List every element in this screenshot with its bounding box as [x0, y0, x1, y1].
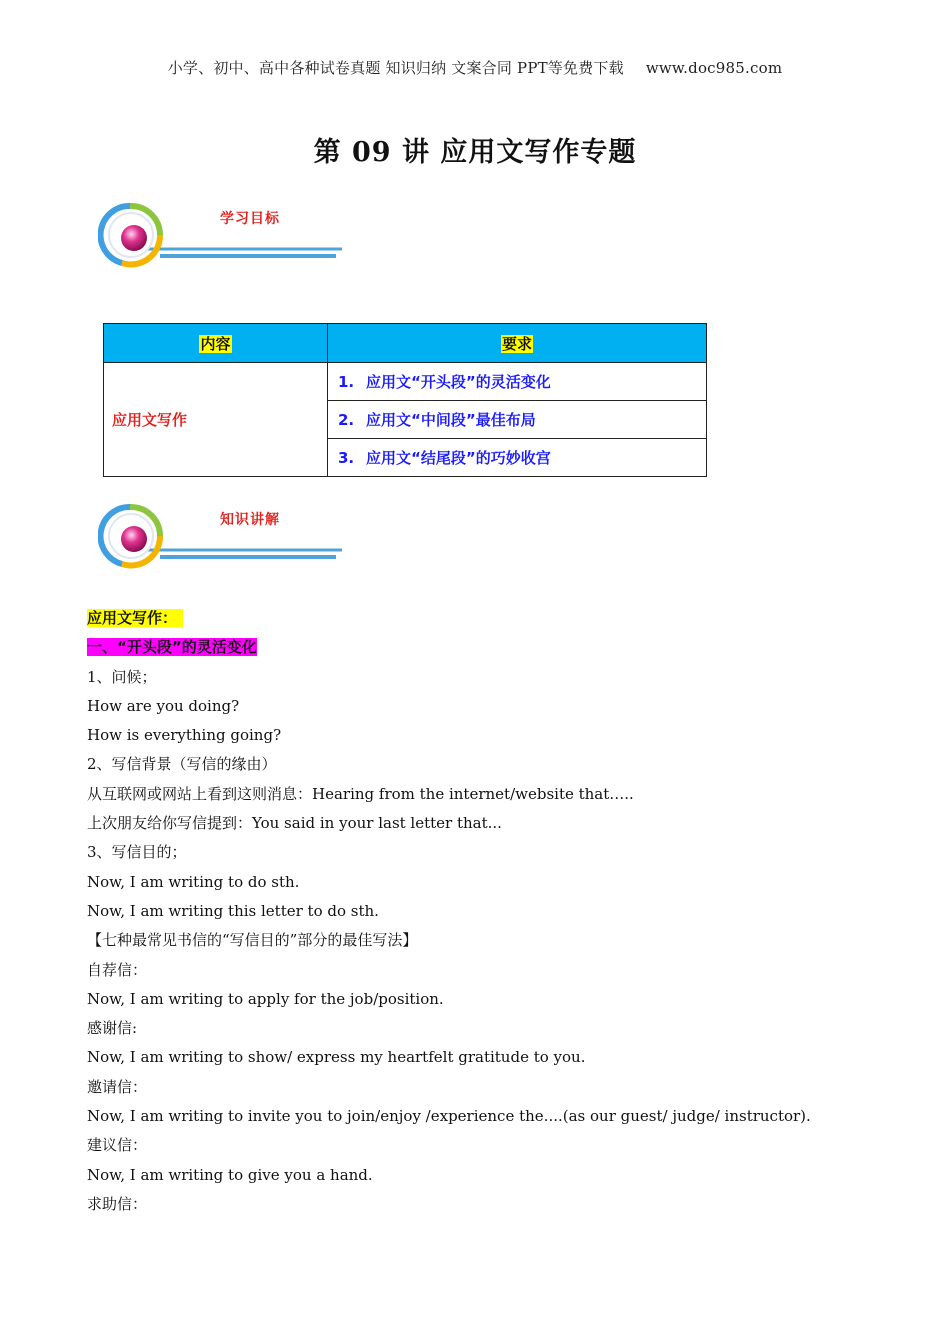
body-line: 【七种最常见书信的“写信目的”部分的最佳写法】: [87, 931, 418, 950]
section-title: 一、“开头段”的灵活变化: [87, 638, 257, 657]
body-line: 从互联网或网站上看到这则消息：Hearing from the internet/website that…..: [87, 784, 634, 803]
body-line: How are you doing?: [87, 696, 240, 715]
table-item: 1. 应用文“开头段”的灵活变化: [328, 363, 707, 401]
body-line: 自荐信：: [87, 960, 148, 979]
body-line: Now, I am writing to show/ express my heartfelt gratitude to you.: [87, 1048, 586, 1067]
table-header: 要求: [328, 324, 707, 363]
badge-label: 学习目标: [220, 211, 280, 227]
badge-learning-goals: [98, 202, 348, 272]
body-line: 感谢信:: [87, 1019, 138, 1038]
table-item: 2. 应用文“中间段”最佳布局: [328, 401, 707, 439]
table-header-row: [104, 324, 707, 363]
body-line: 2、写信背景（写信的缘由）: [87, 755, 277, 774]
body-line: Now, I am writing this letter to do sth.: [87, 901, 379, 920]
body-line: Now, I am writing to apply for the job/position.: [87, 989, 444, 1008]
table-row: [104, 363, 707, 401]
header-site: www.doc985.com: [645, 59, 783, 77]
table-category-cell: 应用文写作: [104, 363, 328, 477]
body-line: Now, I am writing to do sth.: [87, 872, 300, 891]
body-line: 邀请信：: [87, 1077, 148, 1096]
header-text: 小学、初中、高中各种试卷真题 知识归纳 文案合同 PPT等免费下载: [167, 59, 624, 77]
badge-knowledge: [98, 503, 348, 573]
body-line: 3、写信目的；: [87, 843, 187, 862]
body-line: How is everything going?: [87, 726, 282, 745]
body-line: 求助信：: [87, 1194, 148, 1213]
requirements-table: [103, 323, 707, 477]
body-content: [87, 604, 887, 1219]
badge-label: 知识讲解: [220, 512, 280, 528]
section-heading: 应用文写作：: [87, 604, 887, 633]
body-line: 建议信：: [87, 1136, 148, 1155]
body-line: Now, I am writing to invite you to join/enjoy /experience the....(as our guest/ judge/ instructor).: [87, 1107, 811, 1126]
table-item: 3. 应用文“结尾段”的巧妙收宫: [328, 439, 707, 477]
body-line: 上次朋友给你写信提到：You said in your last letter that...: [87, 814, 502, 833]
body-line: Now, I am writing to give you a hand.: [87, 1165, 373, 1184]
body-line: 1、问候；: [87, 667, 157, 686]
table-header: 内容: [104, 324, 328, 363]
page-title: 第 09 讲 应用文写作专题: [313, 137, 637, 168]
page-header: [0, 57, 950, 78]
